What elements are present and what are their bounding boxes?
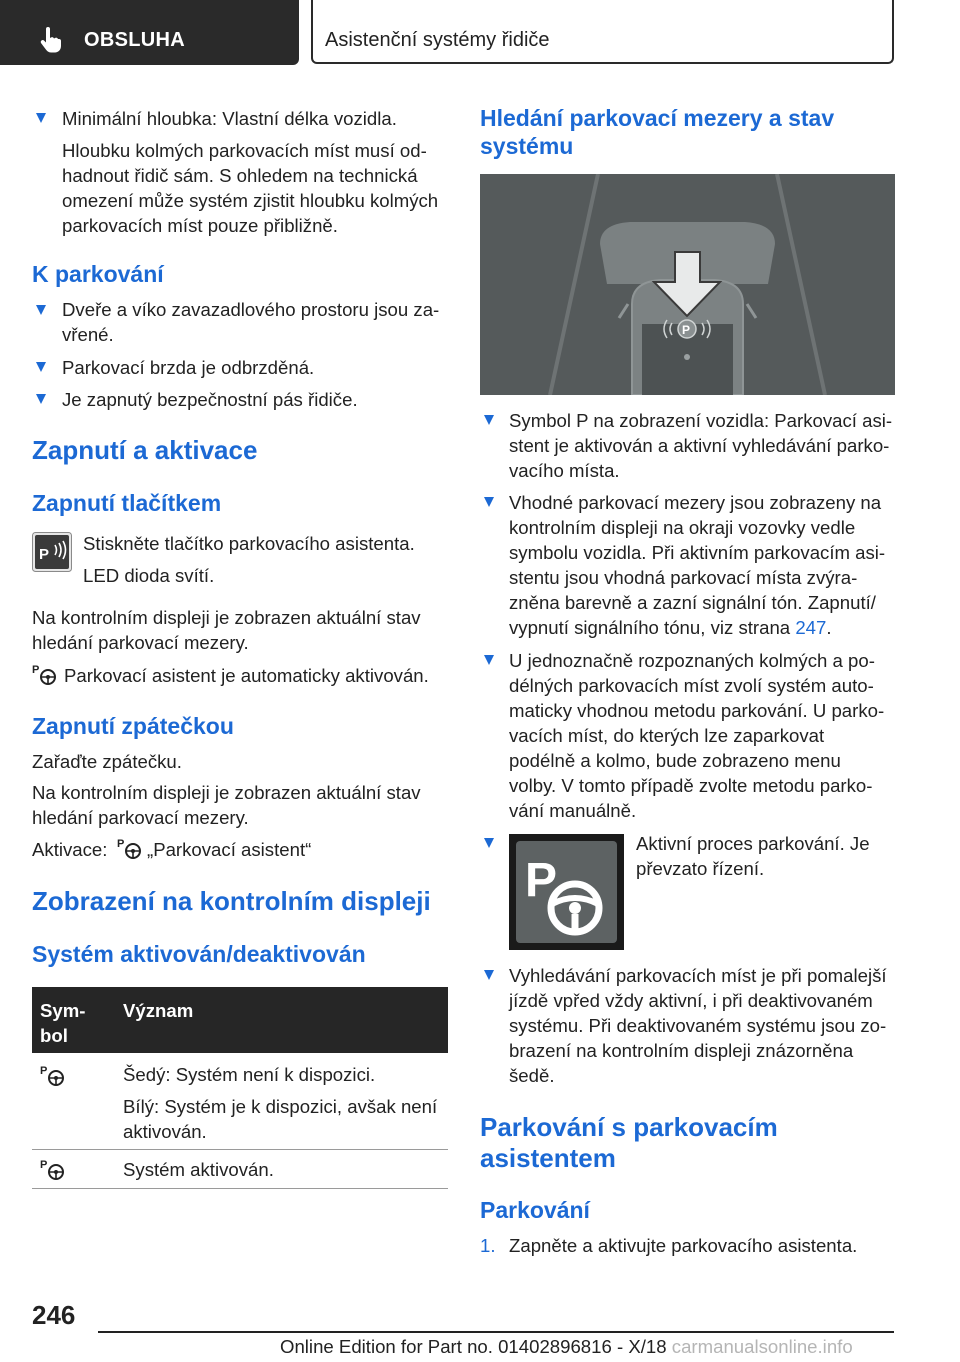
table-header <box>32 987 448 1053</box>
paragraph-line: Parkovací asistent je automaticky aktivován. <box>64 665 429 686</box>
bullet-text: kontrolním displeji na okraji vozovky vedle <box>509 517 856 538</box>
svg-text:P: P <box>39 546 50 563</box>
watermark: carmanualsonline.info <box>671 1336 853 1357</box>
table-divider <box>32 1188 448 1189</box>
bullet-text: jízdě vpřed vždy aktivní, i při deaktivovaném <box>509 990 873 1011</box>
heading-zapnuti-zpateckou: Zapnutí zpátečkou <box>32 713 234 739</box>
bullet-icon <box>36 394 46 404</box>
page-link[interactable]: 247 <box>795 617 827 638</box>
bullet-text: maticky vhodnou metodu parkování. U parko- <box>509 700 885 721</box>
bullet-text: brazení na kontrolním displeji znázorněna <box>509 1040 854 1061</box>
hand-pointer-icon <box>38 27 64 53</box>
heading-zapnuti-aktivace: Zapnutí a aktivace <box>32 435 258 465</box>
bullet-icon <box>36 362 46 372</box>
bullet-text: Minimální hloubka: Vlastní délka vozidla. <box>62 108 397 129</box>
parking-steering-icon <box>509 834 624 950</box>
footer-edition: Online Edition for Part no. 01402896816 - X/18 carmanualsonline.info <box>280 1336 853 1357</box>
paragraph-line: Zařaďte zpátečku. <box>32 751 182 772</box>
bullet-text: systému. Při deaktivovaném systému jsou zo- <box>509 1015 887 1036</box>
bullet-text: Aktivní proces parkování. Je <box>636 833 870 854</box>
table-cell: Šedý: Systém není k dispozici. <box>123 1064 376 1085</box>
svg-text:P: P <box>682 323 691 337</box>
table-cell: Bílý: Systém je k dispozici, avšak není <box>123 1096 438 1117</box>
heading-hledani: Hledání parkovací mezery a stav systému <box>480 105 835 159</box>
display-screenshot <box>480 174 895 395</box>
header-section-tab <box>0 0 299 65</box>
heading-zobrazeni: Zobrazení na kontrolním displeji <box>32 886 431 916</box>
instruction-text: Stiskněte tlačítko parkovacího asistenta. <box>83 533 415 554</box>
svg-text:P: P <box>40 1159 48 1171</box>
table-cell: Systém aktivován. <box>123 1159 274 1180</box>
bullet-text: stentu jsou vhodná parkovací místa zvýra- <box>509 567 858 588</box>
paragraph-line: Na kontrolním displeji je zobrazen aktuální stav <box>32 782 421 803</box>
bullet-text: převzato řízení. <box>636 858 765 879</box>
bullet-text: Je zapnutý bezpečnostní pás řidiče. <box>62 389 358 410</box>
bullet-text: podélně a kolmo, bude zobrazeno menu <box>509 750 841 771</box>
paragraph-line: Na kontrolním displeji je zobrazen aktuální stav <box>32 607 421 628</box>
parking-assistant-icon <box>40 1157 66 1181</box>
bullet-text: vřené. <box>62 324 114 345</box>
bullet-text: Vyhledávání parkovacích míst je při pomalejší <box>509 965 887 986</box>
paragraph-line: hledání parkovací mezery. <box>32 807 249 828</box>
bullet-icon <box>484 415 494 425</box>
bullet-text: délných parkovacích míst zvolí systém auto- <box>509 675 874 696</box>
chapter-title: Asistenční systémy řidiče <box>325 29 550 51</box>
bullet-text: volby. V tomto případě zvolte metodu parko- <box>509 775 873 796</box>
heading-parkovani-asistentem: Parkování s parkovacím asistentem <box>480 1112 778 1173</box>
header-chapter-box <box>311 0 894 64</box>
bullet-icon <box>484 970 494 980</box>
svg-text:P: P <box>117 838 125 850</box>
bullet-text: Vhodné parkovací mezery jsou zobrazeny na <box>509 492 882 513</box>
bullet-text: Dveře a víko zavazadlového prostoru jsou za- <box>62 299 440 320</box>
heading-zapnuti-tlacitkem: Zapnutí tlačítkem <box>32 490 222 516</box>
bullet-icon <box>484 497 494 507</box>
section-title: OBSLUHA <box>84 29 185 51</box>
page-number: 246 <box>32 1300 76 1330</box>
bullet-text: stent je aktivován a aktivní vyhledávání parko- <box>509 435 890 456</box>
paragraph-line: Hloubku kolmých parkovacích míst musí od- <box>62 140 427 161</box>
bullet-text: symbolu vozidla. Při aktivním parkovacím asi- <box>509 542 886 563</box>
table-header-symbol: Sym- bol <box>40 1000 86 1046</box>
step-number: 1. <box>480 1235 496 1256</box>
bullet-text: šedě. <box>509 1065 555 1086</box>
parking-assistant-icon <box>40 1063 66 1087</box>
bullet-text: zněna barevně a zazní signální tón. Zapnutí/ <box>509 592 876 613</box>
parking-assistant-icon <box>32 662 58 686</box>
bullet-icon <box>484 655 494 665</box>
paragraph-line: hledání parkovací mezery. <box>32 632 249 653</box>
heading-k-parkovani: K parkování <box>32 261 164 287</box>
footer-rule <box>98 1331 894 1333</box>
bullet-icon <box>484 838 494 848</box>
bullet-text: U jednoznačně rozpoznaných kolmých a po- <box>509 650 875 671</box>
table-cell: aktivován. <box>123 1121 207 1142</box>
bullet-icon <box>36 305 46 315</box>
parking-button-icon <box>32 532 72 572</box>
bullet-icon <box>36 113 46 123</box>
bullet-text: Symbol P na zobrazení vozidla: Parkovací asi- <box>509 410 893 431</box>
svg-text:P: P <box>40 1065 48 1077</box>
activation-value: „Parkovací asistent“ <box>147 839 312 860</box>
paragraph-line: omezení může systém zjistit hloubku kolmých <box>62 190 439 211</box>
heading-parkovani: Parkování <box>480 1197 590 1223</box>
paragraph-line: parkovacích míst pouze přibližně. <box>62 215 338 236</box>
svg-text:P: P <box>32 664 40 676</box>
activation-label: Aktivace: <box>32 839 108 860</box>
instruction-text: LED dioda svítí. <box>83 565 215 586</box>
bullet-text: vacích míst, do kterých lze zaparkovat <box>509 725 825 746</box>
svg-text:P: P <box>525 854 558 907</box>
bullet-text: vacího místa. <box>509 460 620 481</box>
step-text: Zapněte a aktivujte parkovacího asistenta. <box>509 1235 858 1256</box>
table-divider <box>32 1149 448 1150</box>
heading-system-aktivovan: Systém aktivován/deaktivován <box>32 941 366 967</box>
table-header-meaning: Význam <box>123 1000 194 1021</box>
paragraph-line: hadnout řidič sám. S ohledem na technická <box>62 165 418 186</box>
parking-assistant-icon <box>117 836 143 860</box>
bullet-text: vypnutí signálního tónu, viz strana 247. <box>509 617 832 638</box>
bullet-text: Parkovací brzda je odbrzděná. <box>62 357 315 378</box>
bullet-text: vání manuálně. <box>509 800 637 821</box>
